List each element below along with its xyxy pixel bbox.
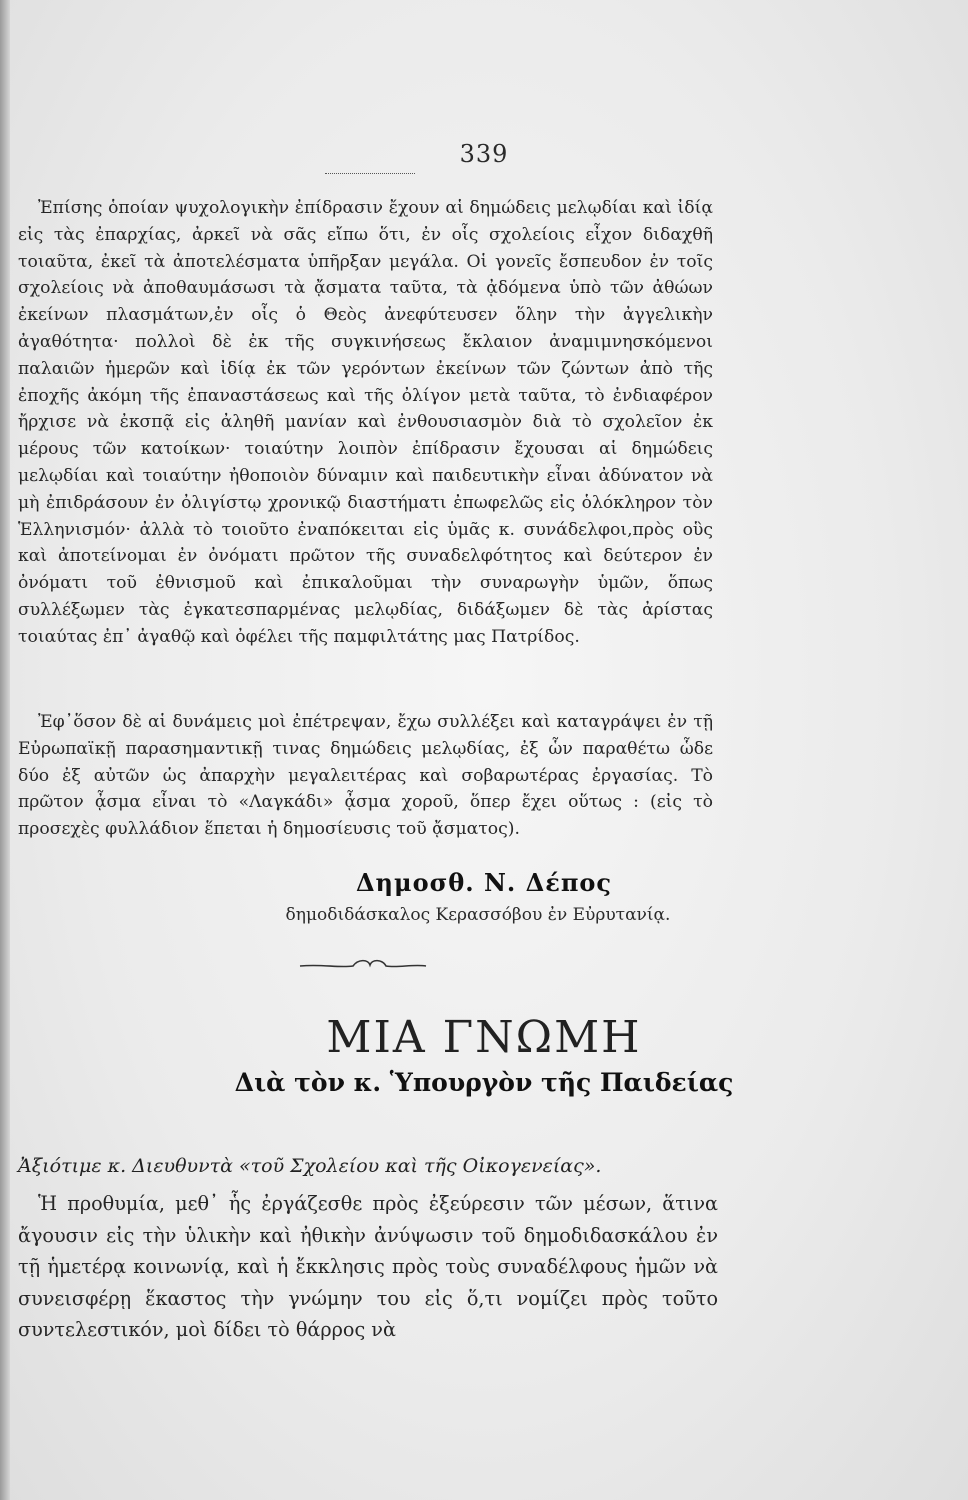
paragraph-1: Ἐπίσης ὁποίαν ψυχολογικὴν ἐπίδρασιν ἔχουν αἱ δημώδεις μελῳδίαι καὶ ἰδίᾳ εἰς τὰς ἐπαρχίας, ἀρκεῖ νὰ σᾶς εἴπω ὅτι, ἐν οἷς σχολείοις εἶχον διδαχθῆ τοιαῦτα, ἐκεῖ τὰ ἀποτελέσματα ὑπῆρξαν μεγάλα. Οἱ γονεῖς ἔσπευδον ἐν τοῖς σχολείοις νὰ ἀποθαυμάσωσι τὰ ᾄσματα ταῦτα, τὰ ᾀδόμενα ὑπὸ τῶν ἀθώων ἐκείνων πλασμάτων,ἐν οἷς ὁ Θεὸς ἀνεφύτευσεν ὅλην τὴν ἀγγελικὴν ἀγαθότητα· πολλοὶ δὲ ἐκ τῆς συγκινήσεως ἔκλαιον ἀναμιμνησκόμενοι παλαιῶν ἡμερῶν καὶ ἰδίᾳ ἐκ τῶν γερόντων ἐκείνων τῶν ζώντων ἀπὸ τῆς ἐποχῆς ἀκόμη τῆς ἐπαναστάσεως καὶ τῆς ὀλίγον μετὰ ταῦτα, τὸ ἐνδιαφέρον ἤρχισε νὰ ἐκσπᾷ εἰς ἀληθῆ μανίαν καὶ ἐνθουσιασμὸν διὰ τὸ σχολεῖον ἐκ μέρους τῶν κατοίκων· τοιαύτην λοιπὸν ἐπίδρασιν ἔχουσαι αἱ δημώδεις μελῳδίαι καὶ τοιαύτην ἠθοποιὸν δύναμιν καὶ παιδευτικὴν εἶναι ἀδύνατον νὰ μὴ ἐπιδράσουν ἐν ὀλιγίστῳ χρονικῷ διαστήματι ἐπωφελῶς εἰς ὁλόκληρον τὸν Ἑλληνισμόν· ἀλλὰ τὸ τοιοῦτο ἐναπόκειται εἰς ὑμᾶς κ. συνάδελφοι,πρὸς οὓς καὶ ἀποτείνομαι ἐν ὀνόματι πρῶτον τῆς συναδελφότητος καὶ δεύτερον ἐν ὀνόματι τοῦ ἐθνισμοῦ καὶ ἐπικαλοῦμαι τὴν συναρωγὴν ὑμῶν, ὅπως συλλέξωμεν τὰς ἐγκατεσπαρμένας μελῳδίας, διδάξωμεν δὲ τὰς ἀρίστας τοιαύτας ἐπ᾽ ἀγαθῷ καὶ ὀφέλει τῆς παμφιλτάτης μας Πατρίδος. [18, 198, 713, 647]
paragraph-3: Ἡ προθυμία, μεθ᾽ ἧς ἐργάζεσθε πρὸς ἐξεύρεσιν τῶν μέσων, ἅτινα ἄγουσιν εἰς τὴν ὑλικὴν καὶ ἠθικὴν ἀνύψωσιν τοῦ δημοδιδασκάλου ἐν τῇ ἡμετέρᾳ κοινωνίᾳ, καὶ ἡ ἔκκλησις πρὸς τοὺς συναδέλφους ἡμῶν νὰ συνεισφέρῃ ἕκαστος τὴν γνώμην του εἰς ὅ,τι νομίζει πρὸς τοῦτο συντελεστικόν, μοὶ δίδει τὸ θάρρος νὰ [18, 1192, 718, 1341]
article-subtitle: Διὰ τὸν κ. Ὑπουργὸν τῆς Παιδείας [234, 1068, 734, 1097]
author-signature: Δημοσθ. Ν. Δέπος [355, 868, 613, 897]
salutation: Ἀξιότιμε κ. Διευθυντὰ «τοῦ Σχολείου καὶ τῆς Οἰκογενείας». [18, 1155, 602, 1177]
page-number: 339 [459, 140, 509, 168]
article-title: ΜΙΑ ΓΝΩΜΗ [326, 1012, 642, 1063]
page-edge-shadow [0, 0, 10, 1500]
author-affiliation: δημοδιδάσκαλος Κερασσόβου ἐν Εὐρυτανίᾳ. [285, 905, 671, 925]
paragraph-2: Ἐφ᾽ὅσον δὲ αἱ δυνάμεις μοὶ ἐπέτρεψαν, ἔχω συλλέξει καὶ καταγράψει ἐν τῇ Εὐρωπαϊκῇ παρασημαντικῇ τινας δημώδεις μελῳδίας, ἐξ ὧν παραθέτω ὧδε δύο ἐξ αὐτῶν ὡς ἀπαρχὴν μεγαλειτέρας καὶ σοβαρωτέρας ἐργασίας. Τὸ πρῶτον ᾆσμα εἶναι τὸ «Λαγκάδι» ᾆσμα χοροῦ, ὅπερ ἔχει οὕτως : (εἰς τὸ προσεχὲς φυλλάδιον ἕπεται ἡ δημοσίευσις τοῦ ᾄσματος). [18, 712, 713, 840]
header-rule [325, 173, 415, 174]
section-divider-ornament [298, 955, 428, 975]
